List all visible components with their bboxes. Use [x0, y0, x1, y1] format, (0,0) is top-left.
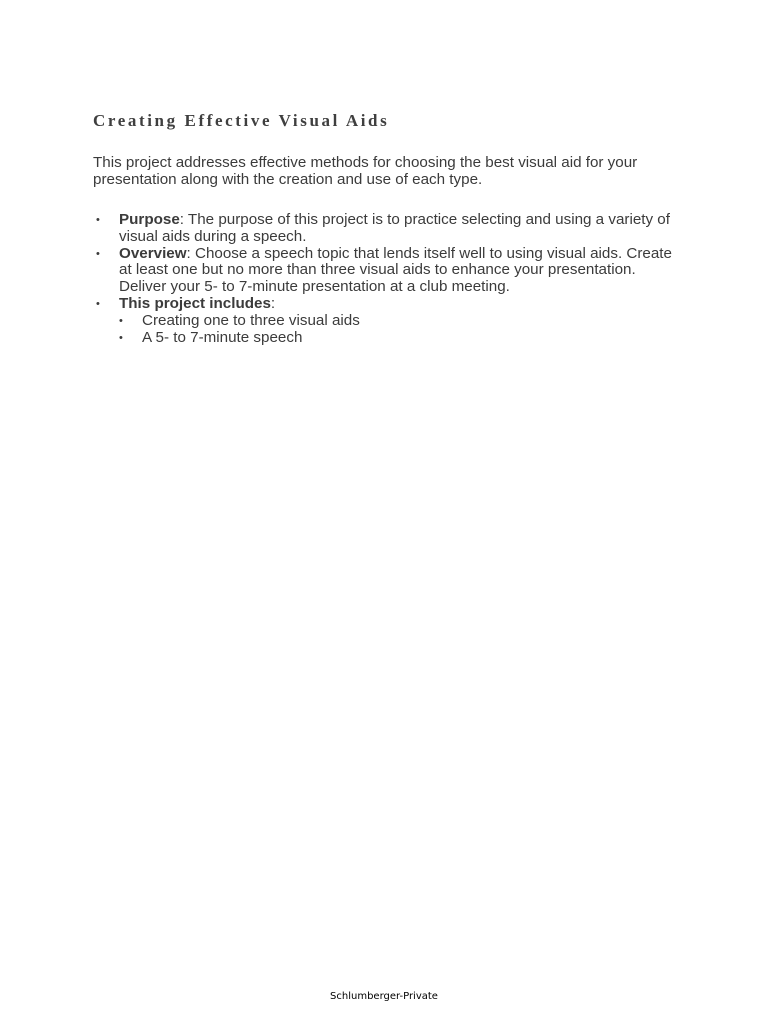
bullet-icon: • — [96, 214, 100, 226]
bullet-icon: • — [119, 331, 123, 344]
includes-text: : — [270, 294, 276, 312]
includes-term: This project includes — [119, 294, 271, 312]
overview-term: Overview — [119, 244, 187, 262]
sub-item-text: Creating one to three visual aids — [142, 311, 360, 329]
sub-list-item — [119, 313, 673, 330]
includes-sub-list — [119, 313, 673, 347]
bullet-icon: • — [96, 297, 100, 310]
purpose-text: : The purpose of this project is to practice selecting and using a variety of visual aids during a speech. — [119, 211, 670, 245]
bullet-icon: • — [96, 247, 100, 260]
purpose-term: Purpose — [119, 211, 180, 228]
list-item-includes — [93, 296, 673, 346]
bullet-icon: • — [119, 314, 123, 327]
overview-text: : Choose a speech topic that lends itself well to using visual aids. Create at least one but no more than three visual aids to enhance your presentation. Deliver your 5- to 7-minute presentation at a club meeting. — [119, 244, 672, 296]
project-details-list — [93, 212, 673, 346]
page-title: Creating Effective Visual Aids — [93, 111, 390, 130]
footer-classification-label: Schlumberger-Private — [330, 991, 438, 1002]
list-item-purpose — [93, 212, 673, 246]
sub-item-text: A 5- to 7-minute speech — [142, 328, 303, 346]
list-item-overview — [93, 246, 673, 296]
intro-paragraph: This project addresses effective methods for choosing the best visual aid for your presentation along with the creation and use of each type. — [93, 154, 638, 188]
sub-list-item — [119, 330, 673, 347]
